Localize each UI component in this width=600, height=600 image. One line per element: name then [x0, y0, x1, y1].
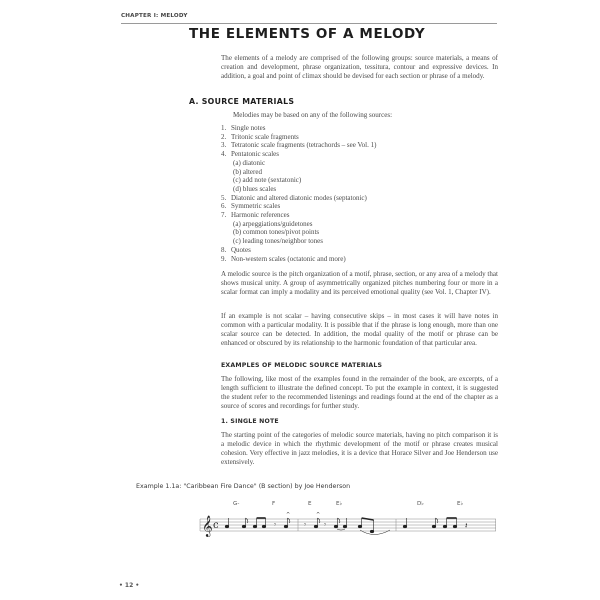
- examples-paragraph: The following, like most of the examples found in the remainder of the book, are excerpts, of a length sufficient to illustrate the defined concept. To put the example in context, it is suggested the student refer to the recommended listenings and readings found at the end of the chapter as a source of scores and recordings for further study.: [221, 375, 498, 410]
- source-list-item: [221, 124, 376, 133]
- source-list: [221, 124, 376, 263]
- list-text: Diatonic and altered diatonic modes (septatonic): [231, 193, 367, 202]
- example-caption: Example 1.1a: "Caribbean Fire Dance" (B section) by Joe Henderson: [136, 483, 351, 490]
- single-note-heading: 1. SINGLE NOTE: [221, 418, 279, 425]
- chord-symbol: D♭: [417, 501, 424, 507]
- notes: [225, 518, 468, 535]
- list-number: 5.: [221, 193, 227, 202]
- examples-heading: EXAMPLES OF MELODIC SOURCE MATERIALS: [221, 362, 383, 369]
- single-note-paragraph: The starting point of the categories of melodic source materials, having no pitch comparison it is a melodic device in which the rhythmic development of the motif or phrase creates musical cohesion. Very effective in jazz melodies, it is a device that Horace Silver and Joe Henderson use extensively.: [221, 431, 498, 466]
- svg-text:𝄾: 𝄾: [274, 521, 276, 529]
- list-text: (b) common tones/pivot points: [233, 228, 320, 237]
- running-head: CHAPTER I: MELODY: [121, 13, 188, 19]
- chord-symbol: E♭: [336, 501, 343, 507]
- chord-symbol: G-: [233, 501, 240, 507]
- intro-paragraph: The elements of a melody are comprised of the following groups: source materials, a means of creation and development, phrase organization, tessitura, contour and expressive devices. In addition, a goal and point of climax should be devised for each section or phrase of a melody.: [221, 54, 498, 80]
- list-number: 6.: [221, 202, 227, 211]
- svg-text:𝄞: 𝄞: [202, 516, 213, 537]
- section-heading-source-materials: A. SOURCE MATERIALS: [189, 97, 295, 106]
- list-text: Pentatonic scales: [231, 150, 280, 159]
- svg-text:𝄽: 𝄽: [465, 521, 468, 530]
- list-text: (d) blues scales: [233, 184, 277, 193]
- non-scalar-paragraph: If an example is not scalar – having consecutive skips – in most cases it will have notes in common with a particular modality. It is possible that if the phrase is long enough, more than one scalar source can be detected. In addition, the modal quality of the motif or phrase can be enhanced or obscured by its relationship to the harmonic foundation of that particular area.: [221, 312, 498, 347]
- list-text: Symmetric scales: [231, 202, 281, 211]
- source-lead-text: Melodies may be based on any of the following sources:: [233, 111, 393, 119]
- source-list-item: [221, 202, 376, 211]
- source-list-item: [221, 255, 376, 264]
- source-list-item: [221, 228, 376, 237]
- svg-text:^: ^: [286, 512, 291, 518]
- treble-clef-icon: [202, 516, 213, 537]
- header-rule: [121, 23, 497, 24]
- source-list-item: [221, 141, 376, 150]
- list-number: 2.: [221, 132, 227, 141]
- source-list-item: [221, 159, 376, 168]
- chord-symbol: E: [308, 501, 312, 507]
- source-list-item: [221, 237, 376, 246]
- source-list-item: [221, 246, 376, 255]
- source-list-item: [221, 211, 376, 220]
- list-number: 4.: [221, 150, 227, 159]
- page-number: • 12 •: [119, 582, 140, 589]
- list-number: 1.: [221, 124, 227, 132]
- source-list-item: [221, 176, 376, 185]
- list-text: (a) diatonic: [233, 158, 266, 167]
- melodic-source-paragraph: A melodic source is the pitch organization of a motif, phrase, section, or any area of a melody that shows musical unity. A group of asymmetrically organized pitches numbering four or more in a scalar format can imply a modality and its perceived emotional quality (see Vol. 1, Chapter IV).: [221, 270, 498, 296]
- source-list-item: [221, 185, 376, 194]
- list-number: 9.: [221, 254, 227, 263]
- list-number: 7.: [221, 211, 227, 220]
- svg-text:c: c: [213, 520, 219, 531]
- svg-text:𝄾: 𝄾: [304, 521, 306, 529]
- chord-symbol: E♭: [457, 501, 464, 507]
- music-staff: [200, 512, 496, 537]
- page-title: THE ELEMENTS OF A MELODY: [189, 26, 426, 42]
- svg-text:𝄾: 𝄾: [324, 521, 326, 529]
- source-list-item: [221, 133, 376, 142]
- svg-text:^: ^: [316, 512, 321, 518]
- list-text: (c) add note (sextatonic): [233, 176, 302, 185]
- list-text: Quotes: [231, 245, 251, 254]
- list-number: 8.: [221, 245, 227, 254]
- source-list-item: [221, 168, 376, 177]
- list-text: Single notes: [231, 124, 266, 132]
- accent-marks: [286, 512, 320, 518]
- list-number: 3.: [221, 141, 227, 150]
- chord-symbols: [0, 501, 600, 511]
- time-signature-common: [213, 520, 219, 531]
- list-text: Non-western scales (octatonic and more): [231, 254, 346, 263]
- list-text: (c) leading tones/neighbor tones: [233, 237, 324, 246]
- list-text: Tritonic scale fragments: [231, 132, 299, 141]
- source-list-item: [221, 220, 376, 229]
- list-text: (a) arpeggiations/guidetones: [233, 219, 313, 228]
- list-text: (b) altered: [233, 167, 262, 176]
- list-text: Harmonic references: [231, 211, 290, 220]
- source-list-item: [221, 194, 376, 203]
- source-list-item: [221, 150, 376, 159]
- chord-symbol: F: [272, 501, 276, 507]
- list-text: Tetratonic scale fragments (tetrachords – see Vol. 1): [231, 141, 377, 150]
